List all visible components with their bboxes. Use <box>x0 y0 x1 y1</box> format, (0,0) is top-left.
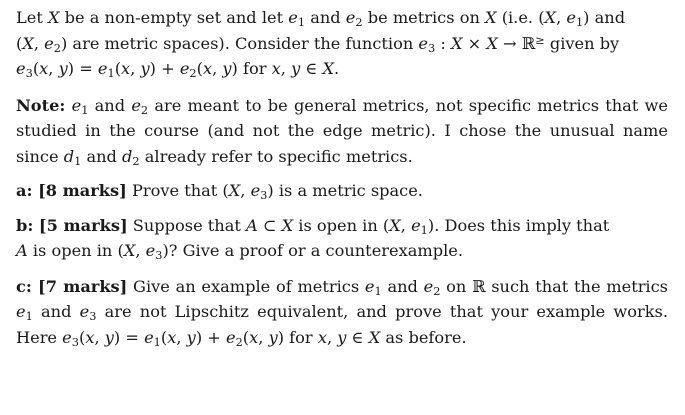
text-run: and <box>32 302 80 321</box>
math-subscript: 1 <box>81 102 89 117</box>
text-run: ) for <box>277 327 318 347</box>
text-run: × <box>462 33 487 53</box>
math-var: e <box>250 181 261 200</box>
math-var: e <box>225 327 236 347</box>
math-var: A <box>246 215 258 235</box>
math-subscript: 3 <box>89 309 97 324</box>
math-var: x <box>317 327 327 347</box>
part-b-label: b: [5 marks] <box>16 215 128 235</box>
math-var: y <box>140 59 150 78</box>
math-var: e <box>179 59 190 78</box>
text-run: → ℝ <box>497 33 536 53</box>
math-subscript: 2 <box>355 15 363 30</box>
math-var: x <box>202 59 213 78</box>
note-label: Note: <box>16 95 66 115</box>
math-var: X <box>123 241 136 260</box>
math-subscript: 2 <box>235 334 243 349</box>
math-var: x <box>39 59 49 78</box>
text-run: ∈ <box>300 59 323 78</box>
text-run: ( <box>160 327 168 347</box>
text-run: , <box>280 59 292 78</box>
text-run: already refer to specific metrics. <box>139 146 413 166</box>
math-var: e <box>423 276 434 296</box>
math-var: e <box>345 8 356 27</box>
text-run: are not Lipschitz equivalent, and prove that your example works. Here <box>16 302 668 347</box>
text-run: : <box>435 33 451 53</box>
text-run: ) are metric spaces). Consider the function <box>60 33 419 53</box>
text-run: and <box>81 146 123 166</box>
text-run: ). Does this imply that <box>427 215 610 235</box>
problem-document <box>16 5 668 350</box>
text-run: (i.e. ( <box>496 8 545 27</box>
math-var: X <box>22 33 34 53</box>
text-run: , <box>212 59 223 78</box>
text-run: , <box>48 59 59 78</box>
part-a-label: a: [8 marks] <box>16 181 127 200</box>
math-subscript: 3 <box>260 188 268 203</box>
text-run: , <box>176 327 187 347</box>
text-run: ) + <box>195 327 226 347</box>
text-run: ∈ <box>346 327 369 347</box>
math-var: y <box>291 59 301 78</box>
text-run: ( <box>32 59 40 78</box>
text-run: and <box>88 95 132 115</box>
math-var: e <box>79 302 90 321</box>
math-var: e <box>566 8 576 27</box>
note-paragraph <box>16 93 668 170</box>
part-c-paragraph <box>16 274 668 351</box>
text-run: as before. <box>380 327 467 347</box>
text-run: , <box>135 241 146 260</box>
math-var: e <box>62 327 72 347</box>
text-run: ) for <box>231 59 272 78</box>
text-run: ( <box>114 59 122 78</box>
math-var: y <box>186 327 196 347</box>
text-run: be a non-empty set and let <box>59 8 289 27</box>
math-var: y <box>222 59 232 78</box>
math-subscript: 2 <box>140 102 149 117</box>
math-subscript: 1 <box>74 153 82 168</box>
math-var: e <box>144 327 154 347</box>
math-var: X <box>544 8 557 27</box>
math-subscript: 2 <box>189 66 197 81</box>
math-var: e <box>44 33 54 53</box>
text-run: , <box>130 59 141 78</box>
text-run: ( <box>16 33 23 53</box>
text-run: , <box>400 215 412 235</box>
text-run: are meant to be general metrics, not specific metrics that we studied in the course (and not the edge metric). I chose the unusual name since <box>16 95 668 166</box>
text-run: and <box>381 276 424 296</box>
part-a-paragraph <box>16 178 668 204</box>
text-run: , <box>258 327 269 347</box>
math-var: A <box>16 241 28 260</box>
math-var: x <box>249 327 259 347</box>
part-b-paragraph <box>16 213 668 264</box>
math-superscript: ≥ <box>535 32 545 47</box>
math-subscript: 1 <box>107 66 115 81</box>
math-var: x <box>271 59 281 78</box>
math-var: y <box>58 59 68 78</box>
math-var: x <box>167 327 177 347</box>
math-var: x <box>85 327 95 347</box>
text-run: , <box>240 181 251 200</box>
text-run: is open in ( <box>27 241 124 260</box>
math-var: X <box>389 215 401 235</box>
math-var: e <box>411 215 421 235</box>
text-run: Prove that ( <box>126 181 229 200</box>
math-subscript: 1 <box>374 283 382 298</box>
math-subscript: 1 <box>420 222 428 237</box>
text-run: ⊂ <box>257 215 282 235</box>
math-var: X <box>450 33 463 53</box>
text-run: ( <box>196 59 203 78</box>
text-run: Suppose that <box>127 215 247 235</box>
text-run: , <box>94 327 105 347</box>
math-subscript: 1 <box>297 15 306 30</box>
math-subscript: 1 <box>25 309 33 324</box>
math-var: e <box>288 8 298 27</box>
math-subscript: 2 <box>132 153 140 168</box>
math-var: X <box>486 33 498 53</box>
text-run: , <box>556 8 567 27</box>
math-var: X <box>228 181 241 200</box>
text-run: ) + <box>149 59 180 78</box>
math-var: e <box>364 276 375 296</box>
text-run: and <box>305 8 346 27</box>
text-run: on ℝ such that the metrics <box>440 276 668 296</box>
text-run: is open in ( <box>293 215 390 235</box>
part-c-label: c: [7 marks] <box>16 276 128 296</box>
math-var: d <box>122 146 133 166</box>
math-var: X <box>281 215 294 235</box>
text-run: ) = <box>113 327 145 347</box>
math-subscript: 2 <box>433 283 441 298</box>
math-var: X <box>47 8 60 27</box>
math-var: x <box>121 59 131 78</box>
math-var: y <box>337 327 347 347</box>
text-run: Give an example of metrics <box>127 276 365 296</box>
math-subscript: 3 <box>25 66 33 81</box>
math-var: d <box>63 146 75 166</box>
text-run: be metrics on <box>362 8 486 27</box>
math-subscript: 1 <box>575 15 584 30</box>
math-subscript: 1 <box>153 334 161 349</box>
text-run: . <box>334 59 340 78</box>
intro-paragraph <box>16 5 668 82</box>
math-subscript: 3 <box>428 40 436 55</box>
math-var: X <box>368 327 381 347</box>
math-var: y <box>268 327 278 347</box>
math-var: e <box>418 33 429 53</box>
text-run: ( <box>78 327 86 347</box>
math-var: e <box>71 95 82 115</box>
math-subscript: 2 <box>53 40 61 55</box>
text-run: ) = <box>67 59 98 78</box>
math-var: X <box>485 8 497 27</box>
text-run: ) is a metric space. <box>267 181 423 200</box>
text-run: ) and <box>583 8 626 27</box>
math-subscript: 3 <box>71 334 79 349</box>
math-var: e <box>16 59 26 78</box>
text-run: given by <box>544 33 620 53</box>
math-var: y <box>104 327 114 347</box>
text-run: ( <box>242 327 250 347</box>
text-run: )? Give a proof or a counterexample. <box>162 241 463 260</box>
math-var: e <box>131 95 141 115</box>
text-run: , <box>326 327 338 347</box>
text-run: Let <box>16 8 48 27</box>
math-subscript: 3 <box>155 248 163 263</box>
math-var: X <box>322 59 335 78</box>
math-var: e <box>145 241 156 260</box>
text-run: , <box>33 33 45 53</box>
math-var: e <box>16 302 26 321</box>
math-var: e <box>97 59 108 78</box>
